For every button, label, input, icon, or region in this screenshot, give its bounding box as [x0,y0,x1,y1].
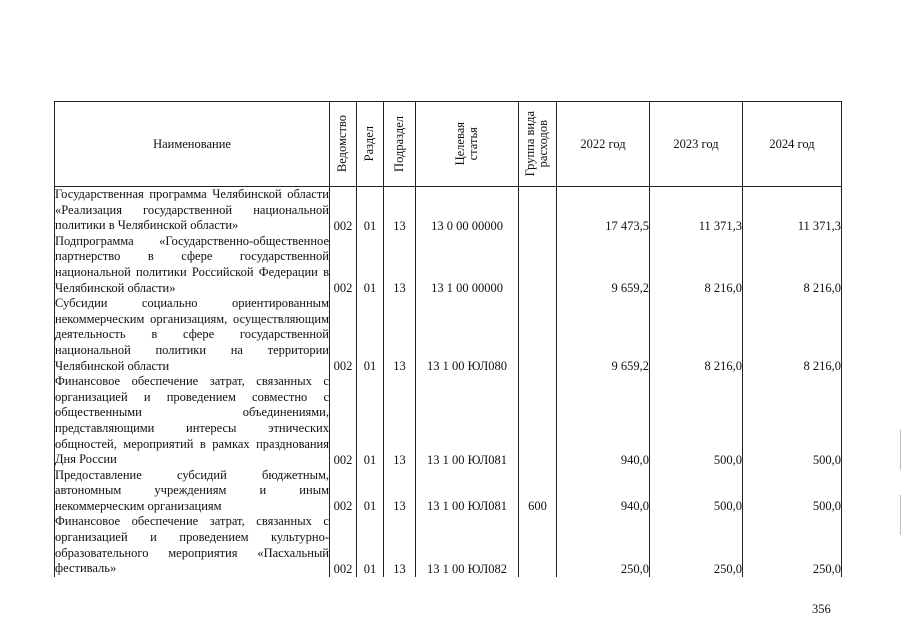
row-subsection: 13 [384,296,416,374]
row-target: 13 1 00 00000 [416,234,519,296]
row-department: 002 [330,374,357,468]
row-2022: 9 659,2 [557,234,650,296]
header-expense-group: Группа вида расходов [519,102,557,187]
row-section: 01 [357,374,384,468]
row-2022: 250,0 [557,514,650,576]
header-department: Ведомство [330,102,357,187]
row-2024: 250,0 [743,514,842,576]
row-subsection: 13 [384,187,416,234]
row-department: 002 [330,234,357,296]
row-name: Финансовое обеспечение затрат, связанных с организацией и проведением совместно с общественными объединениями, представляющими интересы этнических общностей, мероприятий в рамках празднования Дня России [55,374,329,467]
row-expense-group [519,296,557,374]
row-2023: 8 216,0 [650,234,743,296]
header-2023: 2023 год [650,102,743,187]
row-2024: 8 216,0 [743,296,842,374]
row-name: Государственная программа Челябинской области «Реализация государственной национальной политики в Челябинской области» [55,187,329,233]
row-expense-group: 600 [519,468,557,515]
row-target: 13 1 00 ЮЛ082 [416,514,519,576]
row-subsection: 13 [384,374,416,468]
header-2022: 2022 год [557,102,650,187]
row-2022: 940,0 [557,374,650,468]
row-2022: 940,0 [557,468,650,515]
row-2023: 250,0 [650,514,743,576]
row-target: 13 1 00 ЮЛ080 [416,296,519,374]
row-name: Субсидии социально ориентированным некоммерческим организациям, осуществляющим деятельность в сфере государственной национальной политики на территории Челябинской области [55,296,329,373]
row-subsection: 13 [384,514,416,576]
table-row [55,374,842,468]
row-section: 01 [357,296,384,374]
row-2022: 17 473,5 [557,187,650,234]
row-section: 01 [357,234,384,296]
header-section: Раздел [357,102,384,187]
table-row [55,514,842,576]
table-row [55,468,842,515]
row-2023: 8 216,0 [650,296,743,374]
row-2023: 11 371,3 [650,187,743,234]
row-target: 13 1 00 ЮЛ081 [416,468,519,515]
row-section: 01 [357,468,384,515]
row-department: 002 [330,468,357,515]
row-section: 01 [357,514,384,576]
row-2023: 500,0 [650,374,743,468]
row-subsection: 13 [384,468,416,515]
row-target: 13 1 00 ЮЛ081 [416,374,519,468]
row-2023: 500,0 [650,468,743,515]
row-expense-group [519,374,557,468]
page-number: 356 [812,602,831,616]
row-target: 13 0 00 00000 [416,187,519,234]
header-2024: 2024 год [743,102,842,187]
row-2022: 9 659,2 [557,296,650,374]
row-subsection: 13 [384,234,416,296]
row-expense-group [519,187,557,234]
row-2024: 11 371,3 [743,187,842,234]
row-expense-group [519,234,557,296]
row-expense-group [519,514,557,576]
header-target: Целевая статья [416,102,519,187]
header-row [55,102,842,187]
row-name: Подпрограмма «Государственно-общественное партнерство в сфере государственной национальной политики Российской Федерации в Челябинской области» [55,233,329,295]
row-department: 002 [330,187,357,234]
row-section: 01 [357,187,384,234]
row-department: 002 [330,296,357,374]
scan-edge-mark [900,495,901,535]
table-row [55,296,842,374]
budget-table [54,101,842,577]
scan-edge-mark [900,430,901,470]
row-2024: 500,0 [743,374,842,468]
row-2024: 500,0 [743,468,842,515]
table-row [55,187,842,234]
row-name: Предоставление субсидий бюджетным, автономным учреждениям и иным некоммерческим организациям [55,467,329,513]
row-2024: 8 216,0 [743,234,842,296]
table-row [55,234,842,296]
row-department: 002 [330,514,357,576]
header-name: Наименование [55,102,330,187]
row-name: Финансовое обеспечение затрат, связанных с организацией и проведением культурно-образовательного мероприятия «Пасхальный фестиваль» [55,514,329,576]
header-subsection: Подраздел [384,102,416,187]
